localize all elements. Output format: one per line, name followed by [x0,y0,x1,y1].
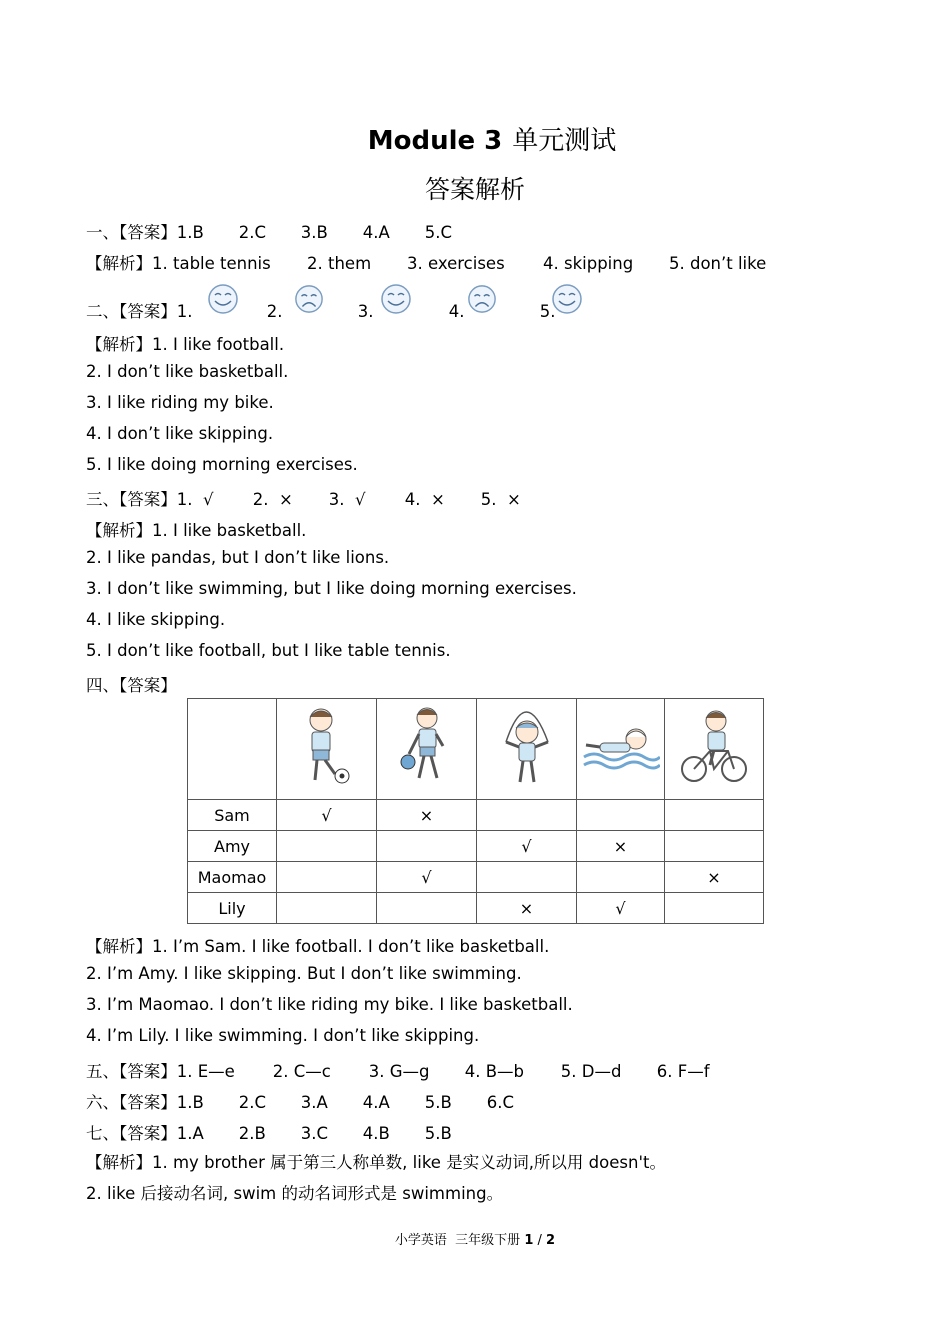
table-cell [277,893,377,924]
s4-exp-prefix: 【解析】 [86,937,152,956]
table-corner-cell [188,699,277,800]
frown-face-icon [294,284,324,314]
row-name: Lily [188,893,277,924]
s3-answer: 2. × [252,490,293,509]
table-cell: × [577,831,665,862]
table-row [188,893,764,924]
s2-num: 3. [357,302,374,321]
s2-exp-line: 4. I don’t like skipping. [86,424,274,443]
page-title [0,120,950,157]
s7-answer: 4.B [362,1124,390,1143]
s3-prefix: 三、【答案】 [86,490,177,509]
footer-label: 小学英语 三年级下册 [394,1233,521,1248]
s3-answer: 3. √ [328,490,366,509]
s3-answer: 4. × [404,490,445,509]
table-cell: √ [377,862,477,893]
s1-exp: 4. skipping [543,254,634,273]
s6-answer: 3.A [300,1093,328,1112]
s1-answer: 5.C [424,223,453,242]
s5-answer-line [86,1058,710,1082]
s3-exp-line [86,517,306,541]
s7-exp-text: 1. my brother 属于第三人称单数, like 是实义动词,所以用 doesn't。 [152,1153,666,1172]
page-subtitle: 答案解析 [424,175,525,204]
table-cell [277,831,377,862]
s4-exp-line: 3. I’m Maomao. I don’t like riding my bike. I like basketball. [86,995,573,1014]
s7-answer: 3.C [300,1124,329,1143]
table-row [188,831,764,862]
s3-exp-line: 2. I like pandas, but I don’t like lions. [86,548,390,567]
title-cn: 单元测试 [512,126,617,156]
s3-exp-line: 4. I like skipping. [86,610,226,629]
title-main: Module 3 [367,126,503,156]
row-name: Amy [188,831,277,862]
s3-answer: 1. √ [176,490,214,509]
s2-exp-text: 1. I like football. [152,335,285,354]
s5-answer: 3. G—g [368,1062,430,1081]
footer-total: 2 [546,1233,556,1248]
footer-page: 1 [524,1233,534,1248]
table-cell [377,831,477,862]
s5-answer: 6. F—f [656,1062,710,1081]
table-cell [277,862,377,893]
table-cell [477,800,577,831]
table-pic-cell [277,699,377,800]
table-cell [665,893,764,924]
table-cell: × [377,800,477,831]
s6-answer: 2.C [238,1093,267,1112]
s4-exp-line: 2. I’m Amy. I like skipping. But I don’t like swimming. [86,964,522,983]
table-cell: √ [477,831,577,862]
bike-icon [678,707,750,787]
s2-num: 4. [448,302,465,321]
s4-prefix: 四、【答案】 [86,676,177,695]
table-pic-cell [665,699,764,800]
swimming-icon [582,717,660,777]
s2-exp-prefix: 【解析】 [86,335,152,354]
s5-answer: 1. E—e [176,1062,235,1081]
s3-exp-line: 5. I don’t like football, but I like table tennis. [86,641,451,660]
s1-exp: 1. table tennis [152,254,271,273]
table-cell: × [665,862,764,893]
s2-num: 1. [176,302,193,321]
s4-exp-line [86,933,549,957]
s7-exp-prefix: 【解析】 [86,1153,152,1172]
football-icon [297,704,357,790]
s1-answer: 1.B [176,223,204,242]
s4-exp-line: 4. I’m Lily. I like swimming. I don’t like skipping. [86,1026,480,1045]
answer-table [187,698,764,924]
table-cell [665,831,764,862]
table-cell: × [477,893,577,924]
s2-num: 5. [539,302,556,321]
s5-answer: 5. D—d [560,1062,622,1081]
table-cell [377,893,477,924]
s3-answer: 5. × [480,490,521,509]
s3-answer-line [86,486,521,510]
footer-sep: / [537,1233,542,1248]
s6-answer: 6.C [486,1093,515,1112]
s1-exp: 5. don’t like [669,254,767,273]
table-pic-cell [377,699,477,800]
skipping-icon [494,702,560,792]
table-cell [577,862,665,893]
s2-exp-line [86,331,284,355]
page-footer [0,1229,950,1248]
s7-exp-line [86,1149,666,1173]
row-name: Sam [188,800,277,831]
s6-answer: 4.A [362,1093,390,1112]
table-cell [477,862,577,893]
table-cell: √ [577,893,665,924]
s3-exp-text: 1. I like basketball. [152,521,307,540]
s7-exp-line: 2. like 后接动名词, swim 的动名词形式是 swimming。 [86,1184,504,1203]
smile-face-icon [380,283,412,315]
s4-exp-text: 1. I’m Sam. I like football. I don’t like basketball. [152,937,550,956]
s1-answer-line [86,219,452,243]
s7-answer: 5.B [424,1124,452,1143]
table-row [188,862,764,893]
s1-explain-line [86,250,766,274]
basketball-icon [397,704,457,790]
s6-answer: 1.B [176,1093,204,1112]
frown-face-icon [467,284,497,314]
table-cell: √ [277,800,377,831]
s7-answer: 2.B [238,1124,266,1143]
smile-face-icon [551,283,583,315]
s7-answer-line [86,1120,452,1144]
s2-exp-line: 2. I don’t like basketball. [86,362,289,381]
s1-answer: 4.A [362,223,390,242]
s6-answer-line [86,1089,514,1113]
s1-exp: 2. them [307,254,372,273]
s2-exp-line: 3. I like riding my bike. [86,393,274,412]
s7-answer: 1.A [176,1124,204,1143]
s3-exp-line: 3. I don’t like swimming, but I like doing morning exercises. [86,579,577,598]
s1-answer: 3.B [300,223,328,242]
row-name: Maomao [188,862,277,893]
smile-face-icon [207,283,239,315]
s2-num: 2. [266,302,283,321]
s1-answer: 2.C [238,223,267,242]
s6-prefix: 六、【答案】 [86,1093,177,1112]
table-pic-cell [577,699,665,800]
s2-exp-line: 5. I like doing morning exercises. [86,455,358,474]
s1-prefix: 一、【答案】 [86,223,177,242]
table-cell [665,800,764,831]
s3-exp-prefix: 【解析】 [86,521,152,540]
s1-exp-prefix: 【解析】 [86,254,152,273]
s6-answer: 5.B [424,1093,452,1112]
s5-answer: 4. B—b [464,1062,525,1081]
table-row [188,800,764,831]
s1-exp: 3. exercises [407,254,505,273]
s5-answer: 2. C—c [272,1062,331,1081]
table-cell [577,800,665,831]
table-pic-cell [477,699,577,800]
table-header-row [188,699,764,800]
s7-prefix: 七、【答案】 [86,1124,177,1143]
s5-prefix: 五、【答案】 [86,1062,177,1081]
s2-prefix: 二、【答案】 [86,302,177,321]
